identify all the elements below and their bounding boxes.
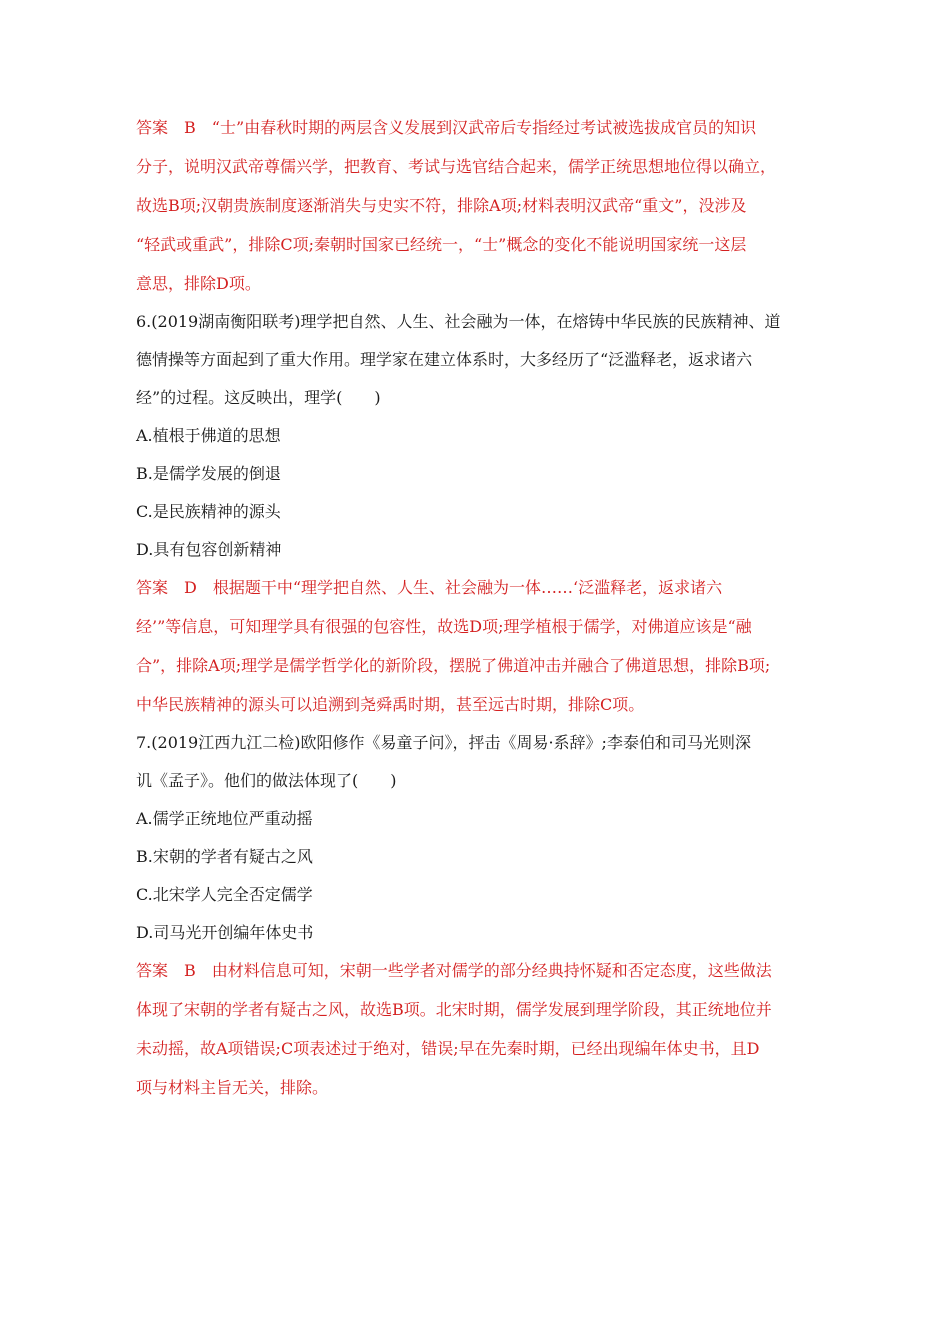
answer-5-line: “轻武或重武”，排除C项;秦朝时国家已经统一，“士”概念的变化不能说明国家统一这层 <box>136 235 747 254</box>
question-6-option-d: D.具有包容创新精神 <box>136 540 282 559</box>
answer-7-line: 未动摇，故A项错误;C项表述过于绝对，错误;早在先秦时期，已经出现编年体史书，且D <box>136 1039 760 1058</box>
answer-6-line: 经’”等信息，可知理学具有很强的包容性，故选D项;理学植根于儒学，对佛道应该是“融 <box>136 617 752 636</box>
answer-5-line: 故选B项;汉朝贵族制度逐渐消失与史实不符，排除A项;材料表明汉武帝“重文”，没涉及 <box>136 196 747 215</box>
question-6-option-c: C.是民族精神的源头 <box>136 502 281 521</box>
answer-6-line: 合”，排除A项;理学是儒学哲学化的新阶段，摆脱了佛道冲击并融合了佛道思想，排除B项; <box>136 656 771 675</box>
question-6-stem-line: 6.(2019湖南衡阳联考)理学把自然、人生、社会融为一体，在熔铸中华民族的民族精神、道 <box>136 312 781 331</box>
question-6-stem-line: 经”的过程。这反映出，理学( ) <box>136 388 381 407</box>
answer-7-line: 答案 B 由材料信息可知，宋朝一些学者对儒学的部分经典持怀疑和否定态度，这些做法 <box>136 961 772 980</box>
question-6-stem-line: 德情操等方面起到了重大作用。理学家在建立体系时，大多经历了“泛滥释老，返求诸六 <box>136 350 753 369</box>
question-7-stem-line: 7.(2019江西九江二检)欧阳修作《易童子问》，抨击《周易·系辞》;李泰伯和司马光则深 <box>136 733 751 752</box>
answer-6 <box>136 578 826 715</box>
answer-5 <box>136 118 826 294</box>
question-7-stem-line: 讥《孟子》。他们的做法体现了( ) <box>136 771 397 790</box>
question-7 <box>136 733 826 943</box>
answer-6-line: 答案 D 根据题干中“理学把自然、人生、社会融为一体……‘泛滥释老，返求诸六 <box>136 578 723 597</box>
answer-5-line: 分子，说明汉武帝尊儒兴学，把教育、考试与选官结合起来，儒学正统思想地位得以确立， <box>136 157 777 176</box>
answer-7-line: 体现了宋朝的学者有疑古之风，故选B项。北宋时期，儒学发展到理学阶段，其正统地位并 <box>136 1000 772 1019</box>
question-7-option-b: B.宋朝的学者有疑古之风 <box>136 847 313 866</box>
answer-7 <box>136 961 826 1098</box>
question-7-option-a: A.儒学正统地位严重动摇 <box>136 809 313 828</box>
document-page <box>136 118 826 1098</box>
answer-6-line: 中华民族精神的源头可以追溯到尧舜禹时期，甚至远古时期，排除C项。 <box>136 695 645 714</box>
answer-5-line: 意思，排除D项。 <box>136 274 261 293</box>
answer-5-line: 答案 B “士”由春秋时期的两层含义发展到汉武帝后专指经过考试被选拔成官员的知识 <box>136 118 757 137</box>
question-7-option-c: C.北宋学人完全否定儒学 <box>136 885 313 904</box>
answer-7-line: 项与材料主旨无关，排除。 <box>136 1078 329 1097</box>
question-6 <box>136 312 826 560</box>
question-7-option-d: D.司马光开创编年体史书 <box>136 923 314 942</box>
question-6-option-a: A.植根于佛道的思想 <box>136 426 281 445</box>
question-6-option-b: B.是儒学发展的倒退 <box>136 464 281 483</box>
